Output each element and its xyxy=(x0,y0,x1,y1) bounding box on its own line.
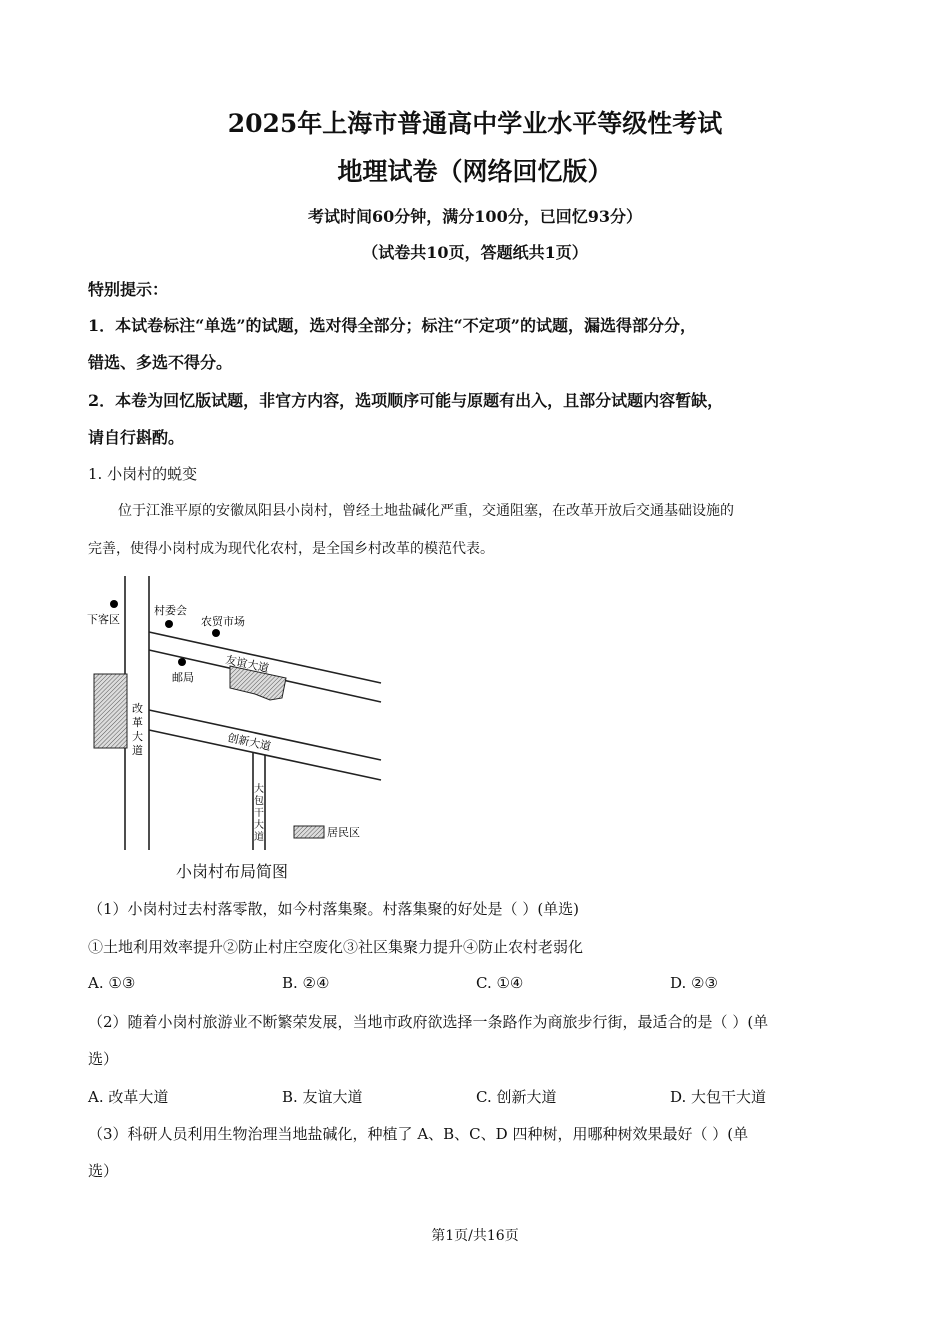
sub2-option-a: A. 改革大道 xyxy=(88,1088,169,1106)
label-youyi: 友谊大道 xyxy=(224,653,271,676)
exam-title: 2025年上海市普通高中学业水平等级性考试 xyxy=(227,109,723,138)
legend-swatch xyxy=(294,826,324,838)
question1-intro-line1: 位于江淮平原的安徽凤阳县小岗村，曾经土地盐碱化严重，交通阻塞，在改革开放后交通基础设施的 xyxy=(118,503,734,519)
label-gaige-1: 改 xyxy=(132,702,143,715)
sub2-stem-line1: （2）随着小岗村旅游业不断繁荣发展，当地市政府欲选择一条路作为商旅步行街，最适合的是（ ）(单 xyxy=(88,1013,769,1031)
youju-point xyxy=(178,658,186,666)
exam-subtitle: 地理试卷（网络回忆版） xyxy=(337,157,613,186)
page-footer: 第1页/共16页 xyxy=(431,1228,519,1244)
label-gaige-4: 道 xyxy=(132,744,143,757)
sub1-option-d: D. ②③ xyxy=(670,974,718,992)
sub2-option-c: C. 创新大道 xyxy=(476,1088,557,1106)
sub2-stem-line2: 选） xyxy=(88,1050,119,1068)
sub2-option-b: B. 友谊大道 xyxy=(282,1088,363,1106)
question1-intro-line2: 完善，使得小岗村成为现代化农村，是全国乡村改革的模范代表。 xyxy=(88,541,494,557)
label-dabaogan-3: 干 xyxy=(254,808,264,819)
notice-item2-line1: 2．本卷为回忆版试题，非官方内容，选项顺序可能与原题有出入，且部分试题内容暂缺， xyxy=(88,391,724,410)
exam-info: 考试时间60分钟，满分100分，已回忆93分） xyxy=(308,207,642,226)
pages-info: （试卷共10页，答题纸共1页） xyxy=(362,243,588,262)
label-dabaogan-4: 大 xyxy=(254,820,264,831)
notice-item1-line2: 错选、多选不得分。 xyxy=(88,353,233,372)
sub1-option-b: B. ②④ xyxy=(282,974,330,992)
label-gaige-3: 大 xyxy=(132,730,143,743)
sub3-stem-line2: 选） xyxy=(88,1162,119,1180)
label-nongmao: 农贸市场 xyxy=(201,615,245,628)
cunweihui-point xyxy=(165,620,173,628)
sub1-option-a: A. ①③ xyxy=(88,974,136,992)
map-caption: 小岗村布局简图 xyxy=(176,862,289,881)
label-youju: 邮局 xyxy=(172,671,194,684)
sub1-items: ①土地利用效率提升②防止村庄空废化③社区集聚力提升④防止农村老弱化 xyxy=(88,938,584,956)
sub3-stem-line1: （3）科研人员利用生物治理当地盐碱化，种植了 A、B、C、D 四种树，用哪种树效果最好（ ）(单 xyxy=(88,1125,749,1143)
notice-item2-line2: 请自行斟酌。 xyxy=(88,428,185,447)
label-gaige-2: 革 xyxy=(132,716,143,729)
legend-label: 居民区 xyxy=(327,826,360,839)
sub1-option-c: C. ①④ xyxy=(476,974,524,992)
sub2-option-d: D. 大包干大道 xyxy=(670,1088,767,1106)
label-dabaogan-2: 包 xyxy=(254,796,264,807)
notice-heading: 特别提示： xyxy=(88,280,169,299)
question1-title: 1. 小岗村的蜕变 xyxy=(88,465,198,483)
label-dabaogan-1: 大 xyxy=(254,784,264,795)
xiake-point xyxy=(110,600,118,608)
xiaogang-map xyxy=(80,570,390,882)
label-chuangxin: 创新大道 xyxy=(226,731,273,754)
label-xiake: 下客区 xyxy=(87,613,120,626)
residential-block-west xyxy=(94,674,127,748)
label-cunweihui: 村委会 xyxy=(154,604,187,617)
sub1-stem: （1）小岗村过去村落零散，如今村落集聚。村落集聚的好处是（ ）(单选) xyxy=(88,900,580,918)
label-dabaogan-5: 道 xyxy=(254,832,264,843)
notice-item1-line1: 1．本试卷标注“单选”的试题，选对得全部分；标注“不定项”的试题，漏选得部分分， xyxy=(88,316,696,335)
nongmao-point xyxy=(212,629,220,637)
